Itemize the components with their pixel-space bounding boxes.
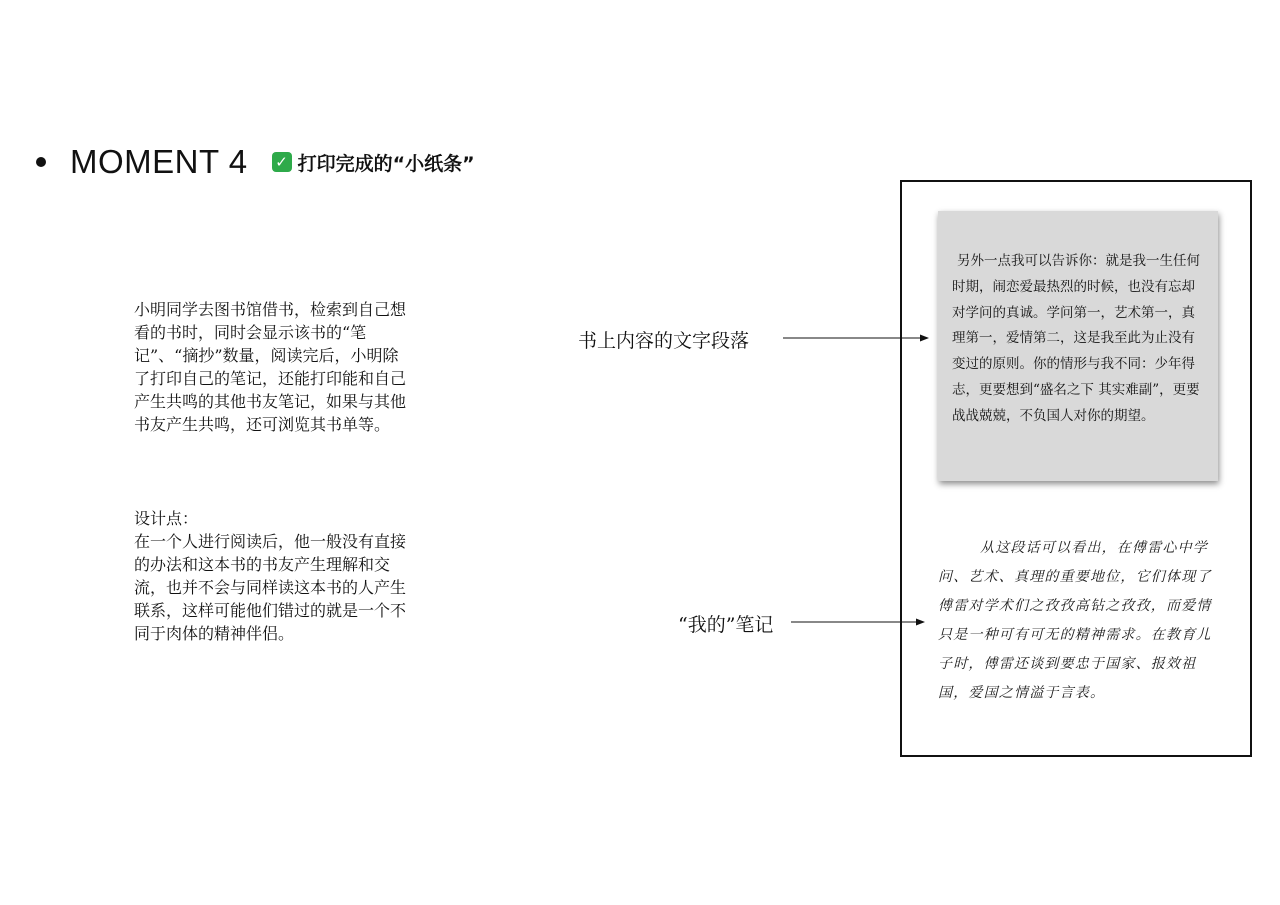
- scenario-description: [134, 298, 410, 436]
- book-content-label: 书上内容的文字段落: [578, 330, 750, 352]
- check-mark-button-icon: ✓: [272, 152, 292, 172]
- handwritten-note-text: 从这段话可以看出，在傅雷心中学问、艺术、真理的重要地位，它们体现了傅雷对学术们之孜孜高钻之孜孜，而爱情只是一种可有可无的精神需求。在教育儿子时，傅雷还谈到要忠于国家、报效祖国，爱国之情溢于言表。: [938, 540, 1212, 701]
- slide-header: [36, 140, 475, 184]
- scenario-paragraph: 小明同学去图书馆借书，检索到自己想看的书时，同时会显示该书的“笔记”、“摘抄”数量，阅读完后，小明除了打印自己的笔记，还能打印能和自己产生共鸣的其他书友笔记，如果与其他书友产生共鸣，还可浏览其书单等。: [134, 300, 407, 434]
- book-excerpt-card: [938, 211, 1218, 481]
- design-points-title: 设计点：: [134, 509, 199, 528]
- handwritten-note: [938, 534, 1218, 708]
- book-excerpt-text: 另外一点我可以告诉你：就是我一生任何时期，闹恋爱最热烈的时候，也没有忘却对学问的真诚。学问第一，艺术第一，真理第一，爱情第二，这是我至此为止没有变过的原则。你的情形与我不同：少年得志，更要想到“盛名之下 其实难副”，更要战战兢兢，不负国人对你的期望。: [952, 253, 1200, 424]
- design-points: [134, 507, 410, 645]
- moment-title: MOMENT 4: [70, 143, 248, 180]
- moment-subtitle: 打印完成的“小纸条”: [297, 152, 475, 175]
- bullet-icon: [36, 157, 46, 167]
- my-note-label: “我的”笔记: [678, 614, 774, 636]
- design-points-text: 在一个人进行阅读后，他一般没有直接的办法和这本书的书友产生理解和交流，也并不会与同样读这本书的人产生联系，这样可能他们错过的就是一个不同于肉体的精神伴侣。: [134, 532, 407, 643]
